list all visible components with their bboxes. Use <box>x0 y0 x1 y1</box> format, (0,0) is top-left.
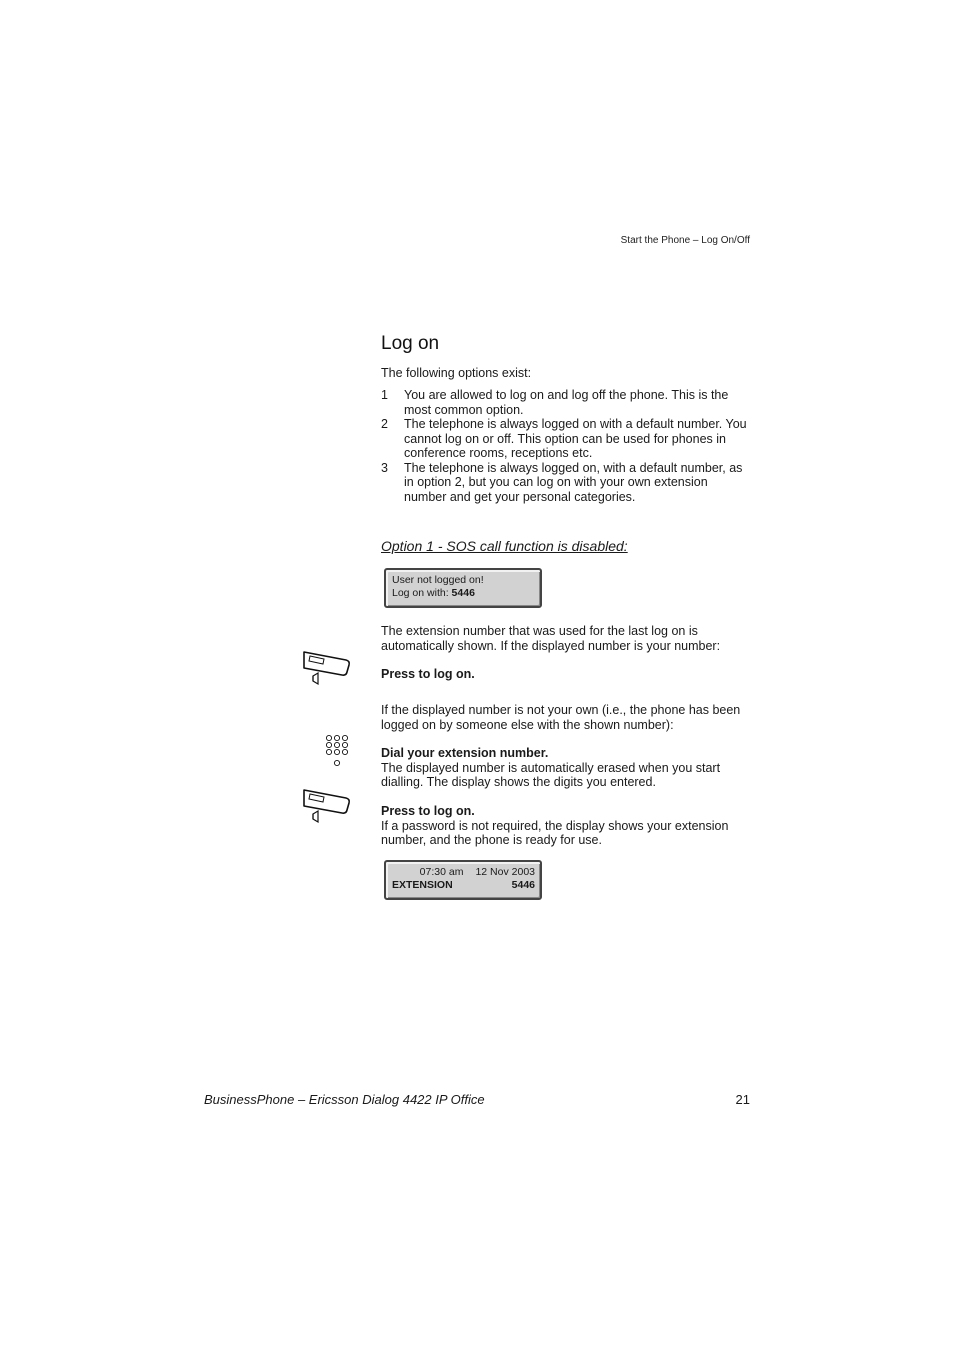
logon-key-icon <box>300 648 352 688</box>
display-extension-label: EXTENSION <box>392 879 453 891</box>
display-line-1: User not logged on! <box>392 574 484 586</box>
display-extension-number: 5446 <box>511 879 535 891</box>
display-label: Log on with: <box>392 587 452 599</box>
options-list <box>381 388 751 504</box>
list-number: 3 <box>381 460 388 475</box>
list-text: The telephone is always logged on with a default number. You cannot log on or off. This option can be used for phones in conference rooms, receptions etc. <box>404 417 747 460</box>
phone-display-idle <box>384 860 542 900</box>
option1-heading: Option 1 - SOS call function is disabled: <box>381 538 628 554</box>
extension-paragraph: The extension number that was used for the last log on is automatically shown. If the displayed number is your number: <box>381 624 721 653</box>
password-text: If a password is not required, the display shows your extension number, and the phone is ready for use. <box>381 818 729 847</box>
dial-text: The displayed number is automatically erased when you start dialling. The display shows the digits you entered. <box>381 760 721 789</box>
dial-heading: Dial your extension number. <box>381 746 549 760</box>
list-text: You are allowed to log on and log off the phone. This is the most common option. <box>404 388 729 417</box>
dial-block <box>381 746 751 790</box>
display-time: 07:30 am <box>419 866 464 878</box>
phone-display-logon <box>384 568 542 608</box>
display-date: 12 Nov 2003 <box>475 866 535 878</box>
display-row-extension <box>392 879 535 892</box>
list-item <box>381 461 751 505</box>
running-header: Start the Phone – Log On/Off <box>620 235 750 246</box>
page-number: 21 <box>735 1092 750 1107</box>
press-logon-label-2: Press to log on. <box>381 804 475 818</box>
keypad-icon <box>324 733 352 769</box>
press-logon-label: Press to log on. <box>381 667 475 681</box>
list-item <box>381 388 751 417</box>
display-line-2 <box>392 587 534 600</box>
display-row-time <box>392 866 535 879</box>
intro-text: The following options exist: <box>381 366 532 380</box>
logon-key-icon <box>300 786 352 826</box>
not-own-paragraph: If the displayed number is not your own (i.e., the phone has been logged on by someone else with the shown number): <box>381 703 741 732</box>
footer-title: BusinessPhone – Ericsson Dialog 4422 IP Office <box>204 1092 485 1107</box>
list-number: 2 <box>381 417 388 431</box>
list-text: The telephone is always logged on, with a default number, as in option 2, but you can log on with your own extension number and get your personal categories. <box>404 460 743 504</box>
list-number: 1 <box>381 388 388 402</box>
page-title: Log on <box>381 333 440 354</box>
list-item <box>381 417 751 461</box>
press-logon-block <box>381 804 751 848</box>
display-number: 5446 <box>451 587 475 599</box>
